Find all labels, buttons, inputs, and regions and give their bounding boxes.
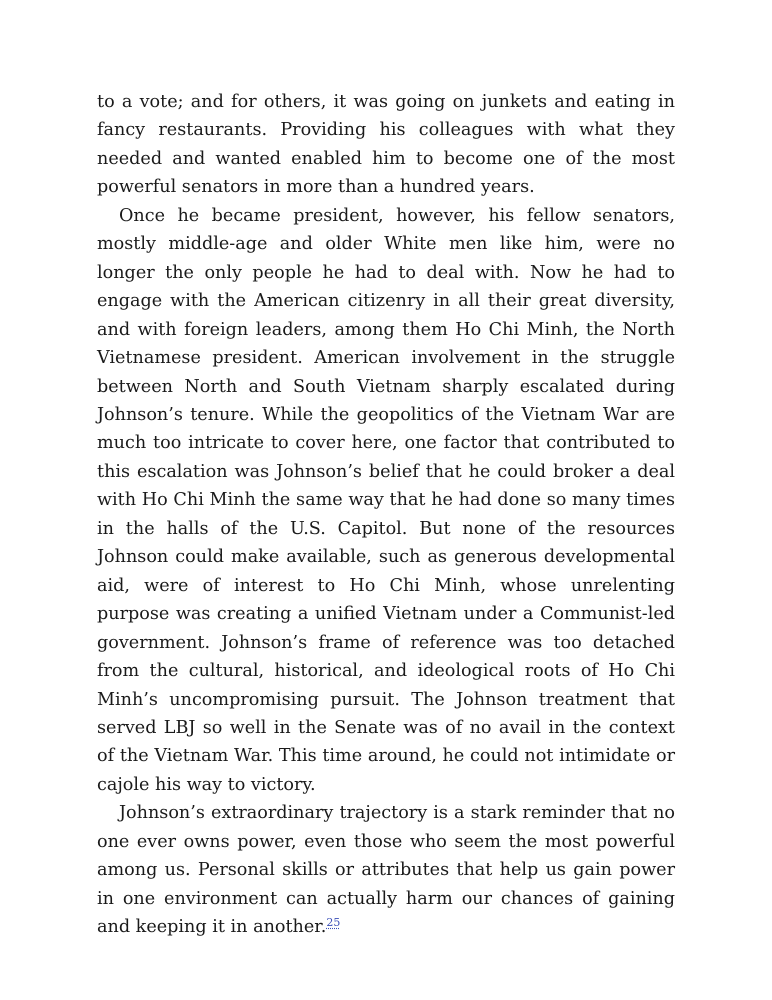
paragraph-johnson-trajectory <box>97 799 675 941</box>
paragraph-text: Once he became president, however, his fellow senators, mostly middle-age and older White men like him, were no longer the only people he had to deal with. Now he had to engage with the American citizenry in all their great diversity, and with foreign leaders, among them Ho Chi Minh, the North Vietnamese president. American involvement in the struggle between North and South Vietnam sharply escalated during Johnson’s tenure. While the geopolitics of the Vietnam War are much too intricate to cover here, one factor that contributed to this escalation was Johnson’s belief that he could broker a deal with Ho Chi Minh the same way that he had done so many times in the halls of the U.S. Capitol. But none of the resources Johnson could make available, such as generous developmental aid, were of interest to Ho Chi Minh, whose unrelenting purpose was creating a unified Vietnam under a Communist-led government. Johnson’s frame of reference was too detached from the cultural, historical, and ideological roots of Ho Chi Minh’s uncompromising pursuit. The Johnson treatment that served LBJ so well in the Senate was of no avail in the context of the Vietnam War. This time around, he could not intimidate or cajole his way to victory. <box>97 205 675 795</box>
book-page-body <box>97 88 675 942</box>
footnote-link[interactable]: 25 <box>326 916 341 930</box>
paragraph-johnson-presidency <box>97 202 675 800</box>
paragraph-continuation <box>97 88 675 202</box>
paragraph-text: to a vote; and for others, it was going on junkets and eating in fancy restaurants. Providing his colleagues with what they needed and wanted enabled him to become one of the most powerful senators in more than a hundred years. <box>97 92 675 198</box>
paragraph-text: Johnson’s extraordinary trajectory is a stark reminder that no one ever owns power, even those who seem the most powerful among us. Personal skills or attributes that help us gain power in one environment can actually harm our chances of gaining and keeping it in another. <box>97 803 675 938</box>
